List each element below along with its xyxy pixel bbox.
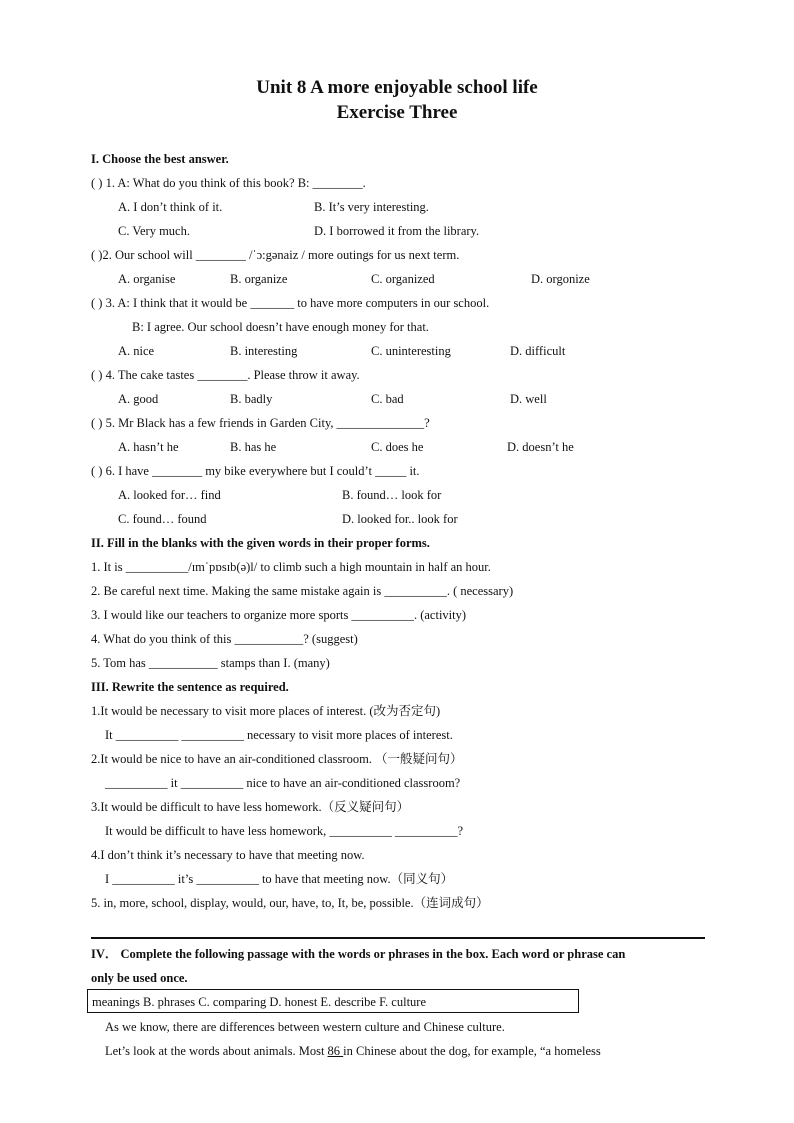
question-1-option-a: A. I don’t think of it.: [118, 200, 223, 214]
worksheet-subtitle: Exercise Three: [336, 102, 458, 123]
question-6-option-d: D. looked for.. look for: [342, 512, 458, 526]
passage-line-2: [105, 1043, 601, 1059]
question-5-option-b: B. has he: [230, 440, 277, 454]
rewrite-2-prompt: 2.It would be nice to have an air-conditioned classroom. （一般疑问句）: [91, 752, 463, 766]
fill-item-5: 5. Tom has ___________ stamps than I. (many): [91, 656, 330, 670]
question-2-option-c: C. organized: [371, 272, 435, 286]
question-2-option-d: D. orgonize: [531, 272, 590, 286]
rewrite-4-answer: I __________ it’s __________ to have that meeting now.（同义句）: [105, 872, 454, 886]
fill-item-2: 2. Be careful next time. Making the same mistake again is __________. ( necessary): [91, 584, 514, 598]
fill-item-1: 1. It is __________/ɪmˈpɒsɪb(ə)l/ to climb such a high mountain in half an hour.: [91, 560, 491, 574]
question-3-option-d: D. difficult: [510, 344, 566, 358]
question-1-option-d: D. I borrowed it from the library.: [314, 224, 480, 238]
word-box: [87, 989, 579, 1013]
section-2-heading: II. Fill in the blanks with the given words in their proper forms.: [91, 536, 430, 550]
section-4-heading-line-1: IV． Complete the following passage with the words or phrases in the box. Each word or phrase can: [91, 947, 626, 961]
worksheet-title: Unit 8 A more enjoyable school life: [256, 77, 538, 98]
passage-line-2-end: in Chinese about the dog, for example, “a homeless: [343, 1044, 601, 1058]
question-3-option-a: A. nice: [118, 344, 155, 358]
question-4-option-c: C. bad: [371, 392, 404, 406]
rewrite-5-prompt: 5. in, more, school, display, would, our, have, to, It, be, possible.（连词成句）: [91, 896, 489, 910]
question-4-stem: ( ) 4. The cake tastes ________. Please throw it away.: [91, 368, 360, 382]
question-2-stem: ( )2. Our school will ________ /ˈɔ:gənaiz / more outings for us next term.: [91, 248, 460, 262]
rewrite-2-answer: __________ it __________ nice to have an air-conditioned classroom?: [105, 776, 461, 790]
question-5-option-a: A. hasn’t he: [118, 440, 179, 454]
rewrite-4-prompt: 4.I don’t think it’s necessary to have that meeting now.: [91, 848, 365, 862]
question-2-option-b: B. organize: [230, 272, 288, 286]
question-6-stem: ( ) 6. I have ________ my bike everywhere but I could’t _____ it.: [91, 464, 420, 478]
question-4-option-d: D. well: [510, 392, 547, 406]
question-5-stem: ( ) 5. Mr Black has a few friends in Garden City, ______________?: [91, 416, 430, 430]
question-6-option-c: C. found… found: [118, 512, 207, 526]
question-3-option-c: C. uninteresting: [371, 344, 451, 358]
section-3-heading: III. Rewrite the sentence as required.: [91, 680, 289, 694]
question-6-option-a: A. looked for… find: [118, 488, 221, 502]
question-5-option-d: D. doesn’t he: [507, 440, 574, 454]
rewrite-1-prompt: 1.It would be necessary to visit more places of interest. (改为否定句): [91, 704, 441, 718]
fill-item-3: 3. I would like our teachers to organize more sports __________. (activity): [91, 608, 467, 622]
section-1-heading: I. Choose the best answer.: [91, 152, 229, 166]
question-4-option-a: A. good: [118, 392, 159, 406]
question-1-option-b: B. It’s very interesting.: [314, 200, 429, 214]
word-box-options: meanings B. phrases C. comparing D. honest E. describe F. culture: [92, 995, 426, 1009]
rewrite-3-prompt: 3.It would be difficult to have less homework.（反义疑问句）: [91, 800, 410, 814]
question-5-option-c: C. does he: [371, 440, 424, 454]
blank-86: 86: [327, 1044, 344, 1058]
question-2-option-a: A. organise: [118, 272, 176, 286]
question-1-stem: ( ) 1. A: What do you think of this book? B: ________.: [91, 176, 366, 190]
section-4-heading-line-2: only be used once.: [91, 971, 188, 985]
fill-item-4: 4. What do you think of this ___________? (suggest): [91, 632, 358, 646]
question-3-option-b: B. interesting: [230, 344, 298, 358]
passage-line-2-start: Let’s look at the words about animals. Most: [105, 1044, 328, 1058]
question-4-option-b: B. badly: [230, 392, 273, 406]
question-3-reply: B: I agree. Our school doesn’t have enough money for that.: [132, 320, 429, 334]
rewrite-1-answer: It __________ __________ necessary to visit more places of interest.: [105, 728, 453, 742]
passage-line-1: As we know, there are differences between western culture and Chinese culture.: [105, 1020, 505, 1034]
section-divider: [91, 937, 705, 939]
rewrite-3-answer: It would be difficult to have less homework, __________ __________?: [105, 824, 464, 838]
question-3-stem: ( ) 3. A: I think that it would be _______ to have more computers in our school.: [91, 296, 490, 310]
question-1-option-c: C. Very much.: [118, 224, 190, 238]
question-6-option-b: B. found… look for: [342, 488, 442, 502]
